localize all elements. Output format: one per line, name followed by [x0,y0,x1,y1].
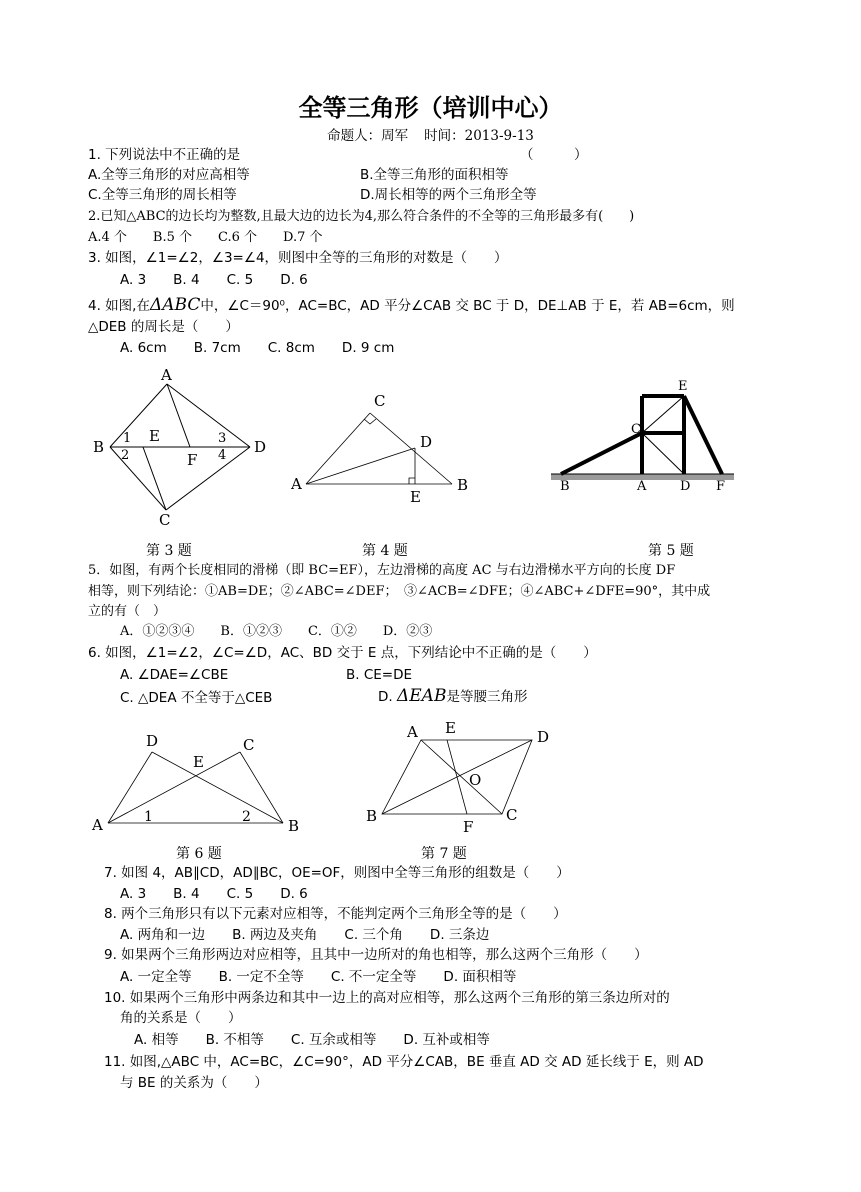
q10-line1: 10. 如果两个三角形中两条边和其中一边上的高对应相等，那么这两个三角形的第三条边所对的 [104,990,670,1006]
q4-stem-a: 4. 如图,在 [88,298,150,314]
q8-options: A. 两角和一边 B. 两边及夹角 C. 三个角 D. 三条边 [120,927,490,943]
fig4-label-c: C [374,392,386,410]
q1-answer-paren: （ ） [520,147,588,163]
q5-line3: 立的有（ ） [88,604,167,619]
fig5-caption: 第 5 题 [648,543,694,559]
q11-line2: 与 BE 的关系为（ ） [120,1075,268,1091]
q6-option-d-triangle: ΔEAB [396,686,447,706]
q4-stem-b: 中，∠C＝90⁰，AC=BC，AD 平分∠CAB 交 BC 于 D，DE⊥AB 于 E，若 AB=6cm，则 [200,298,735,314]
q9-stem: 9. 如果两个三角形两边对应相等，且其中一边所对的角也相等，那么这两个三角形（ ） [104,947,648,963]
fig3-label-d: D [254,438,267,456]
q2-stem: 2.已知△ABC的边长均为整数,且最大边的边长为4,那么符合条件的不全等的三角形最多有( ) [88,209,635,224]
q10-options: A. 相等 B. 不相等 C. 互余或相等 D. 互补或相等 [134,1032,490,1048]
fig3-angle-2: 2 [121,448,130,463]
fig4-caption: 第 4 题 [362,543,408,559]
q5-line1: 5．如图，有两个长度相同的滑梯（即 BC=EF），左边滑梯的高度 AC 与右边滑梯水平方向的长度 DF [88,563,676,578]
fig5-label-e: E [678,379,688,394]
author: 命题人：周军 [327,128,409,144]
fig6-caption: 第 6 题 [176,846,222,862]
q6-option-d-prefix: D. [378,689,393,705]
q2-options: A.4 个 B.5 个 C.6 个 D.7 个 [88,230,323,245]
q5-line2: 相等，则下列结论：①AB=DE；②∠ABC=∠DEF； ③∠ACB=∠DFE；④∠ABC+∠DFE=90°，其中成 [88,584,711,599]
q1-option-d: D.周长相等的两个三角形全等 [360,187,537,203]
page-title: 全等三角形（培训中心） [298,93,563,122]
fig6-label-c: C [243,736,255,754]
q6-option-b: B. CE=DE [346,667,413,683]
q1-option-c: C.全等三角形的周长相等 [88,187,237,203]
fig5-label-f: F [716,479,726,494]
fig4-label-e: E [410,488,421,506]
date: 时间：2013-9-13 [424,128,534,144]
q11-line1: 11. 如图,△ABC 中，AC=BC，∠C=90°，AD 平分∠CAB，BE 垂直 AD 交 AD 延长线于 E，则 AD [104,1054,704,1070]
fig6-angle-2: 2 [242,809,251,825]
fig3-label-c: C [159,511,171,529]
q6-option-d-suffix: 是等腰三角形 [446,689,528,705]
q1-option-b: B.全等三角形的面积相等 [360,167,509,183]
q10-line2: 角的关系是（ ） [120,1010,242,1026]
q7-options: A. 3 B. 4 C. 5 D. 6 [120,886,308,902]
q1-option-a: A.全等三角形的对应高相等 [88,167,250,183]
fig6-label-e: E [193,753,204,771]
fig5-label-c: C [631,422,641,437]
fig4-label-b: B [457,476,469,494]
fig3-label-a: A [161,366,172,384]
q1-stem: 1. 下列说法中不正确的是 [88,147,241,163]
fig3-angle-3: 3 [218,431,227,446]
q9-options: A. 一定全等 B. 一定不全等 C. 不一定全等 D. 面积相等 [120,969,517,985]
fig3-label-f: F [187,451,198,469]
fig7-label-d: D [537,728,550,746]
fig6-label-b: B [288,817,300,835]
fig6-label-a: A [92,816,103,834]
q5-options: A．①②③④ B．①②③ C．①② D．②③ [120,624,433,639]
q6-stem: 6. 如图，∠1=∠2，∠C=∠D，AC、BD 交于 E 点，下列结论中不正确的是（ ） [88,645,597,661]
fig4-label-a: A [291,475,302,493]
fig5-label-a: A [637,479,647,494]
q7-stem: 7. 如图 4，AB∥CD，AD∥BC，OE=OF，则图中全等三角形的组数是（ ） [104,865,570,881]
q4-triangle: ΔABC [149,295,201,315]
fig4-label-d: D [420,433,433,451]
fig7-label-o: O [469,771,482,789]
fig6-angle-1: 1 [144,809,153,825]
fig7-label-a: A [407,723,418,741]
fig7-label-e: E [445,719,456,737]
fig3-label-e: E [149,427,160,445]
fig7-caption: 第 7 题 [421,846,467,862]
q4-stem-line2: △DEB 的周长是（ ） [88,319,239,335]
fig3-angle-4: 4 [218,448,227,463]
fig3-caption: 第 3 题 [146,543,192,559]
fig7-label-c: C [506,806,518,824]
q6-option-c: C. △DEA 不全等于△CEB [120,690,273,706]
fig7-label-b: B [366,807,378,825]
fig6-label-d: D [146,732,159,750]
fig7-label-f: F [463,818,474,836]
fig3-angle-1: 1 [123,431,132,446]
fig5-label-d: D [680,479,691,494]
fig3-label-b: B [93,438,105,456]
q3-options: A. 3 B. 4 C. 5 D. 6 [120,272,308,288]
fig5-label-b: B [560,479,570,494]
q3-stem: 3. 如图，∠1=∠2，∠3=∠4，则图中全等的三角形的对数是（ ） [88,250,508,266]
q8-stem: 8. 两个三角形只有以下元素对应相等，不能判定两个三角形全等的是（ ） [104,906,567,922]
q4-options: A. 6cm B. 7cm C. 8cm D. 9 cm [120,340,395,356]
q6-option-a: A. ∠DAE=∠CBE [120,667,229,683]
